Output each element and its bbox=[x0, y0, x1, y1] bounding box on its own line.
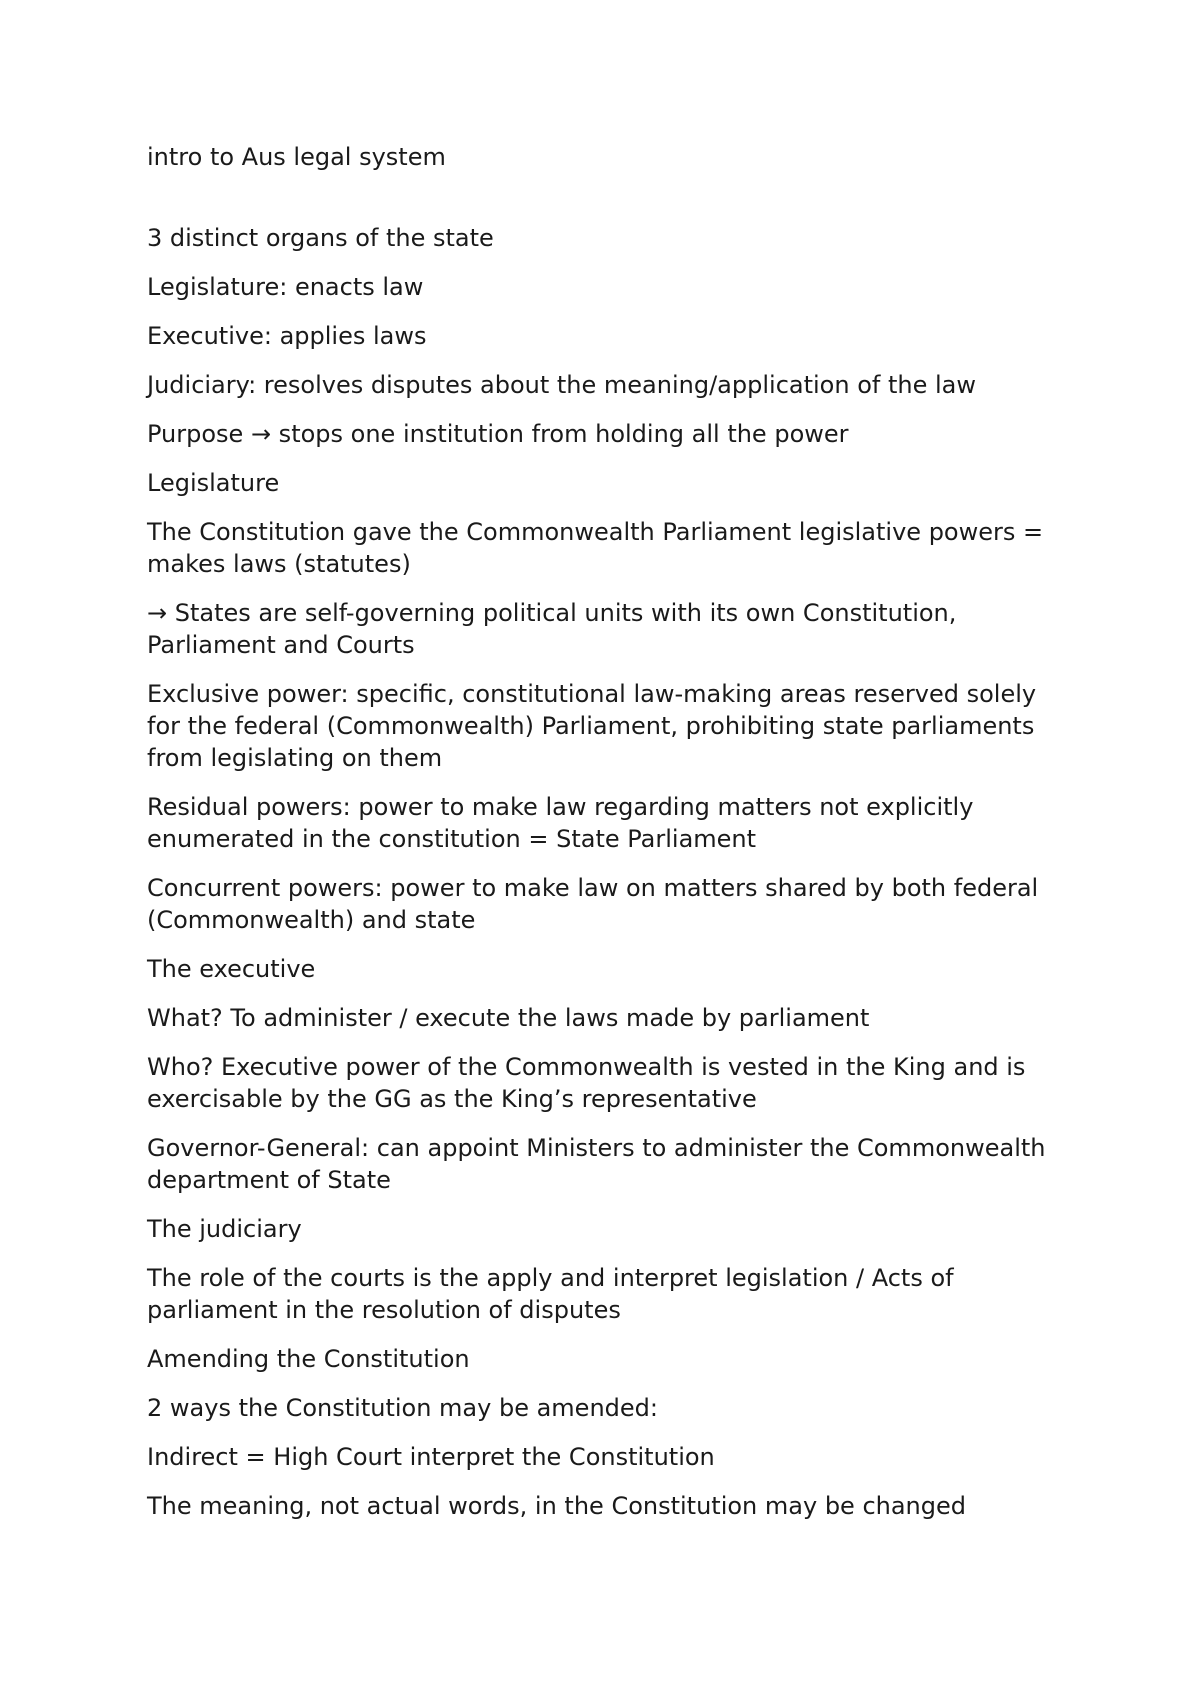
paragraph-meaning-changed: The meaning, not actual words, in the Constitution may be changed bbox=[147, 1492, 966, 1520]
paragraph-concurrent-powers: Concurrent powers: power to make law on matters shared by both federal (Commonwealth) and state bbox=[147, 874, 1039, 934]
paragraph-judiciary-definition: Judiciary: resolves disputes about the meaning/application of the law bbox=[147, 371, 976, 399]
heading-executive: The executive bbox=[147, 955, 316, 983]
document-body bbox=[147, 141, 1067, 1539]
paragraph-courts-role: The role of the courts is the apply and interpret legislation / Acts of parliament in the resolution of disputes bbox=[147, 1264, 954, 1324]
paragraph-exclusive-power: Exclusive power: specific, constitutional law-making areas reserved solely for the federal (Commonwealth) Parliament, prohibiting state parliaments from legislating on them bbox=[147, 680, 1037, 772]
paragraph-purpose: Purpose → stops one institution from holding all the power bbox=[147, 420, 849, 448]
paragraph-two-ways: 2 ways the Constitution may be amended: bbox=[147, 1394, 658, 1422]
heading-legislature: Legislature bbox=[147, 469, 280, 497]
paragraph-states: → States are self-governing political units with its own Constitution, Parliament and Courts bbox=[147, 599, 957, 659]
paragraph-legislature-definition: Legislature: enacts law bbox=[147, 273, 424, 301]
heading-judiciary: The judiciary bbox=[147, 1215, 302, 1243]
paragraph-governor-general: Governor-General: can appoint Ministers to administer the Commonwealth department of State bbox=[147, 1134, 1046, 1194]
paragraph-executive-definition: Executive: applies laws bbox=[147, 322, 427, 350]
document-title: intro to Aus legal system bbox=[147, 143, 446, 171]
paragraph-executive-who: Who? Executive power of the Commonwealth is vested in the King and is exercisable by the GG as the King’s representative bbox=[147, 1053, 1026, 1113]
heading-amending-constitution: Amending the Constitution bbox=[147, 1345, 470, 1373]
paragraph-organs-of-state: 3 distinct organs of the state bbox=[147, 224, 494, 252]
paragraph-indirect: Indirect = High Court interpret the Constitution bbox=[147, 1443, 715, 1471]
paragraph-residual-powers: Residual powers: power to make law regarding matters not explicitly enumerated in the constitution = State Parliament bbox=[147, 793, 974, 853]
paragraph-executive-what: What? To administer / execute the laws made by parliament bbox=[147, 1004, 870, 1032]
paragraph-constitution-powers: The Constitution gave the Commonwealth Parliament legislative powers = makes laws (statutes) bbox=[147, 518, 1044, 578]
